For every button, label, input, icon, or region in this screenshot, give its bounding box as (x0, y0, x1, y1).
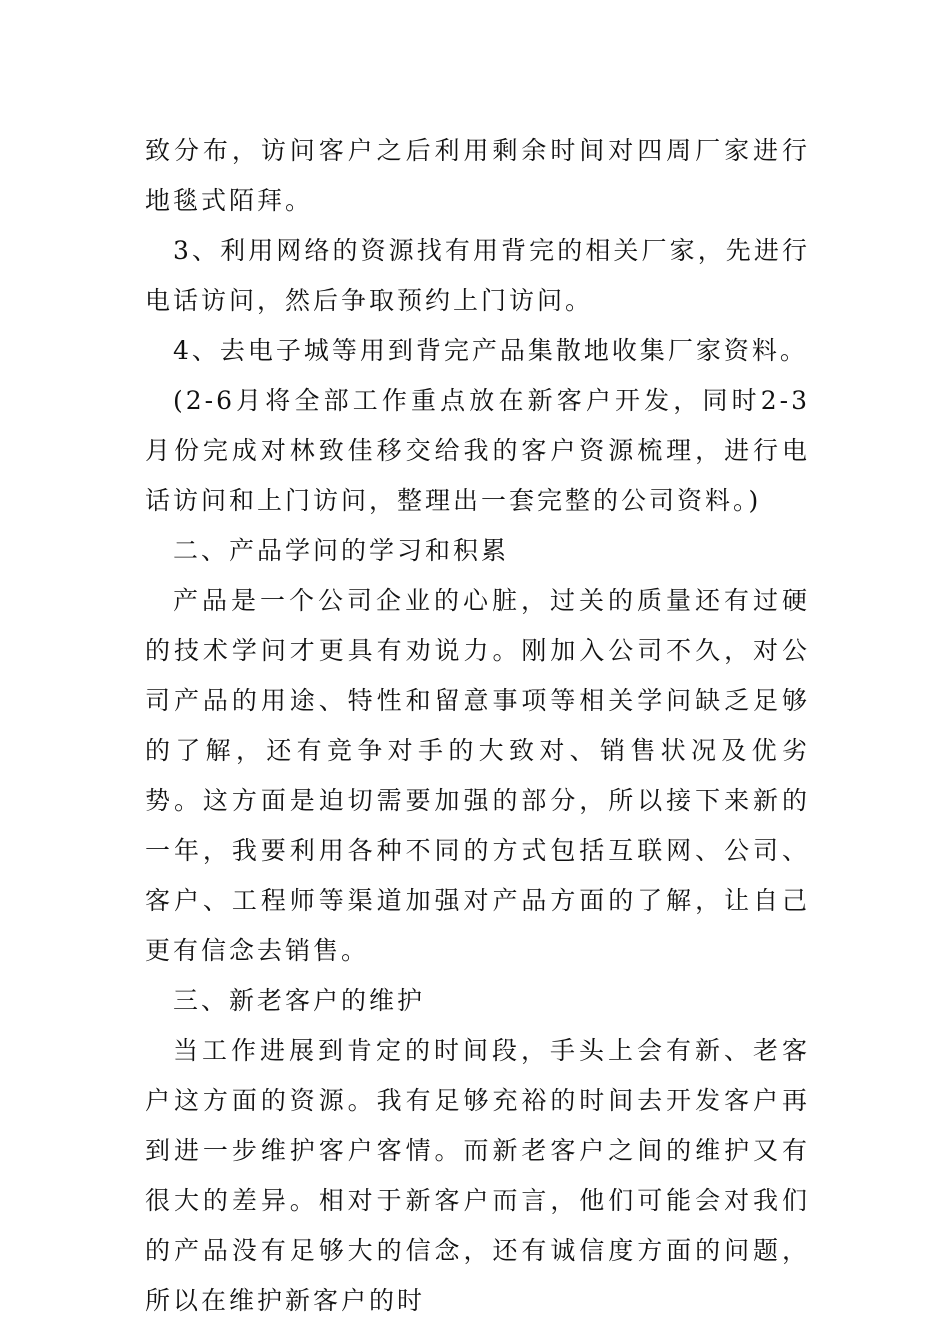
document-body (145, 126, 810, 1326)
paragraph-item-4: 4、去电子城等用到背完产品集散地收集厂家资料。 (173, 336, 808, 365)
paragraph-item-3: 3、利用网络的资源找有用背完的相关厂家，先进行电话访问，然后争取预约上门访问。 (145, 236, 810, 315)
section-heading-customer-maintenance: 三、新老客户的维护 (173, 986, 426, 1015)
paragraph-continuation: 致分布，访问客户之后利用剩余时间对四周厂家进行地毯式陌拜。 (145, 136, 810, 215)
paragraph-schedule-note: (2-6月将全部工作重点放在新客户开发，同时2-3月份完成对林致佳移交给我的客户资源梳理，进行电话访问和上门访问，整理出一套完整的公司资料。) (145, 386, 810, 515)
section-heading-product-knowledge: 二、产品学问的学习和积累 (173, 536, 510, 565)
paragraph-customer-maintenance: 当工作进展到肯定的时间段，手头上会有新、老客户这方面的资源。我有足够充裕的时间去开发客户再到进一步维护客户客情。而新老客户之间的维护又有很大的差异。相对于新客户而言，他们可能会对我们的产品没有足够大的信念，还有诚信度方面的问题，所以在维护新客户的时 (145, 1036, 810, 1315)
paragraph-product-knowledge: 产品是一个公司企业的心脏，过关的质量还有过硬的技术学问才更具有劝说力。刚加入公司不久，对公司产品的用途、特性和留意事项等相关学问缺乏足够的了解，还有竞争对手的大致对、销售状况及优劣势。这方面是迫切需要加强的部分，所以接下来新的一年，我要利用各种不同的方式包括互联网、公司、客户、工程师等渠道加强对产品方面的了解，让自己更有信念去销售。 (145, 586, 810, 965)
